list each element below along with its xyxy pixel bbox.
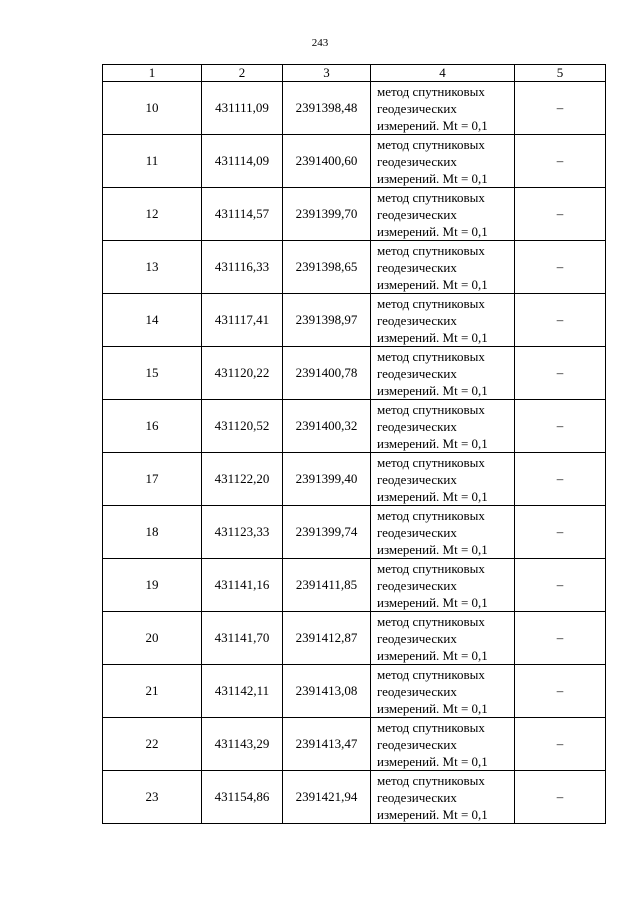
y-coordinate-cell: 2391413,08 (283, 665, 371, 718)
note-cell: – (515, 294, 606, 347)
x-coordinate-cell: 431143,29 (202, 718, 283, 771)
note-cell: – (515, 559, 606, 612)
method-line: геодезических (377, 471, 457, 487)
note-cell: – (515, 241, 606, 294)
y-coordinate-cell: 2391398,97 (283, 294, 371, 347)
method-line: метод спутниковых (377, 348, 485, 364)
y-coordinate-cell: 2391399,74 (283, 506, 371, 559)
method-cell (371, 665, 515, 718)
y-coordinate-cell: 2391400,60 (283, 135, 371, 188)
note-cell: – (515, 400, 606, 453)
note-cell: – (515, 612, 606, 665)
x-coordinate-cell: 431142,11 (202, 665, 283, 718)
header-col-5: 5 (515, 65, 606, 82)
point-number-cell: 14 (103, 294, 202, 347)
method-line: геодезических (377, 789, 457, 805)
point-number-cell: 21 (103, 665, 202, 718)
point-number-cell: 17 (103, 453, 202, 506)
header-col-4: 4 (371, 65, 515, 82)
point-number-cell: 16 (103, 400, 202, 453)
point-number-cell: 10 (103, 82, 202, 135)
point-number-cell: 12 (103, 188, 202, 241)
coordinates-table (102, 64, 606, 824)
x-coordinate-cell: 431120,22 (202, 347, 283, 400)
table-header (103, 65, 606, 82)
method-line: метод спутниковых (377, 242, 485, 258)
y-coordinate-cell: 2391421,94 (283, 771, 371, 824)
table-body (103, 82, 606, 824)
method-line: измерений. Mt = 0,1 (377, 117, 488, 133)
y-coordinate-cell: 2391398,65 (283, 241, 371, 294)
x-coordinate-cell: 431141,70 (202, 612, 283, 665)
header-col-1: 1 (103, 65, 202, 82)
table-row (103, 135, 606, 188)
method-cell (371, 718, 515, 771)
note-cell: – (515, 188, 606, 241)
method-line: метод спутниковых (377, 136, 485, 152)
x-coordinate-cell: 431122,20 (202, 453, 283, 506)
header-col-2: 2 (202, 65, 283, 82)
page-number: 243 (311, 37, 329, 49)
method-line: метод спутниковых (377, 401, 485, 417)
y-coordinate-cell: 2391413,47 (283, 718, 371, 771)
note-cell: – (515, 718, 606, 771)
point-number-cell: 19 (103, 559, 202, 612)
note-cell: – (515, 453, 606, 506)
method-line: измерений. Mt = 0,1 (377, 488, 488, 504)
method-line: метод спутниковых (377, 189, 485, 205)
method-line: измерений. Mt = 0,1 (377, 382, 488, 398)
x-coordinate-cell: 431111,09 (202, 82, 283, 135)
x-coordinate-cell: 431120,52 (202, 400, 283, 453)
method-cell (371, 135, 515, 188)
method-line: геодезических (377, 206, 457, 222)
note-cell: – (515, 347, 606, 400)
method-cell (371, 771, 515, 824)
y-coordinate-cell: 2391412,87 (283, 612, 371, 665)
method-line: измерений. Mt = 0,1 (377, 276, 488, 292)
point-number-cell: 15 (103, 347, 202, 400)
note-cell: – (515, 665, 606, 718)
table-row (103, 771, 606, 824)
method-line: метод спутниковых (377, 295, 485, 311)
table-row (103, 453, 606, 506)
method-line: геодезических (377, 736, 457, 752)
method-line: измерений. Mt = 0,1 (377, 806, 488, 822)
method-line: метод спутниковых (377, 454, 485, 470)
y-coordinate-cell: 2391399,70 (283, 188, 371, 241)
point-number-cell: 18 (103, 506, 202, 559)
note-cell: – (515, 506, 606, 559)
x-coordinate-cell: 431123,33 (202, 506, 283, 559)
method-cell (371, 241, 515, 294)
note-cell: – (515, 771, 606, 824)
y-coordinate-cell: 2391398,48 (283, 82, 371, 135)
point-number-cell: 13 (103, 241, 202, 294)
method-line: метод спутниковых (377, 666, 485, 682)
method-line: измерений. Mt = 0,1 (377, 700, 488, 716)
table-row (103, 241, 606, 294)
method-cell (371, 294, 515, 347)
x-coordinate-cell: 431116,33 (202, 241, 283, 294)
table-row (103, 82, 606, 135)
method-cell (371, 612, 515, 665)
table-row (103, 188, 606, 241)
point-number-cell: 23 (103, 771, 202, 824)
method-line: геодезических (377, 312, 457, 328)
method-line: геодезических (377, 630, 457, 646)
point-number-cell: 11 (103, 135, 202, 188)
method-line: измерений. Mt = 0,1 (377, 594, 488, 610)
method-cell (371, 400, 515, 453)
header-row (103, 65, 606, 82)
y-coordinate-cell: 2391411,85 (283, 559, 371, 612)
method-line: измерений. Mt = 0,1 (377, 647, 488, 663)
method-line: геодезических (377, 259, 457, 275)
method-cell (371, 506, 515, 559)
table-row (103, 612, 606, 665)
method-line: геодезических (377, 577, 457, 593)
note-cell: – (515, 82, 606, 135)
x-coordinate-cell: 431114,09 (202, 135, 283, 188)
method-cell (371, 188, 515, 241)
y-coordinate-cell: 2391400,32 (283, 400, 371, 453)
method-line: метод спутниковых (377, 613, 485, 629)
method-cell (371, 559, 515, 612)
method-line: измерений. Mt = 0,1 (377, 541, 488, 557)
method-cell (371, 82, 515, 135)
x-coordinate-cell: 431117,41 (202, 294, 283, 347)
method-line: геодезических (377, 524, 457, 540)
method-line: метод спутниковых (377, 83, 485, 99)
method-cell (371, 453, 515, 506)
table-row (103, 559, 606, 612)
method-line: метод спутниковых (377, 560, 485, 576)
method-cell (371, 347, 515, 400)
point-number-cell: 20 (103, 612, 202, 665)
method-line: геодезических (377, 365, 457, 381)
method-line: метод спутниковых (377, 772, 485, 788)
method-line: измерений. Mt = 0,1 (377, 170, 488, 186)
method-line: измерений. Mt = 0,1 (377, 329, 488, 345)
table-row (103, 718, 606, 771)
method-line: геодезических (377, 100, 457, 116)
method-line: измерений. Mt = 0,1 (377, 753, 488, 769)
x-coordinate-cell: 431114,57 (202, 188, 283, 241)
method-line: метод спутниковых (377, 719, 485, 735)
x-coordinate-cell: 431154,86 (202, 771, 283, 824)
method-line: метод спутниковых (377, 507, 485, 523)
table-row (103, 665, 606, 718)
y-coordinate-cell: 2391400,78 (283, 347, 371, 400)
x-coordinate-cell: 431141,16 (202, 559, 283, 612)
note-cell: – (515, 135, 606, 188)
y-coordinate-cell: 2391399,40 (283, 453, 371, 506)
table-row (103, 400, 606, 453)
header-col-3: 3 (283, 65, 371, 82)
table-row (103, 294, 606, 347)
method-line: измерений. Mt = 0,1 (377, 223, 488, 239)
method-line: измерений. Mt = 0,1 (377, 435, 488, 451)
table-row (103, 347, 606, 400)
method-line: геодезических (377, 153, 457, 169)
table-row (103, 506, 606, 559)
point-number-cell: 22 (103, 718, 202, 771)
method-line: геодезических (377, 418, 457, 434)
method-line: геодезических (377, 683, 457, 699)
